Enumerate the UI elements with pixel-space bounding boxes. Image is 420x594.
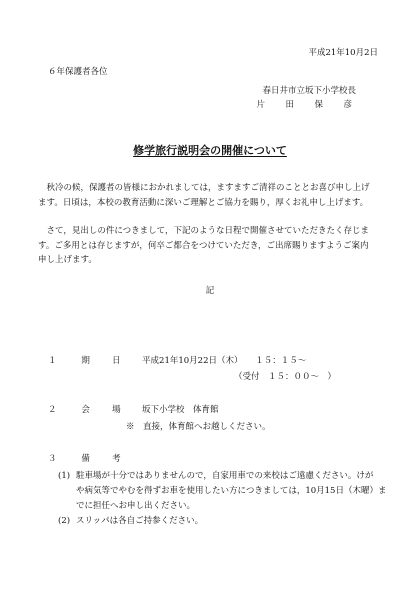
note-text: や病気等でやむを得ずお車を使用したい方につきましては，10月15日（木曜）ま: [76, 486, 387, 496]
note-text: スリッパは各自ご持参ください。: [76, 516, 204, 526]
purpose-paragraph: [38, 224, 383, 268]
note-text: でに担任へお申し出ください。: [76, 501, 196, 511]
reception-time: （受付 １５：００～ ）: [234, 372, 337, 382]
item-number: １: [48, 356, 57, 366]
recipient: ６年保護者各位: [48, 67, 108, 77]
item-label-part: 会: [81, 405, 90, 415]
item-label-part: 期: [81, 356, 90, 366]
paragraph-line: 秋冷の候，保護者の皆様におかれましては，ますますご清祥のこととお喜び申し上げ: [38, 183, 370, 193]
item-number: ３: [48, 454, 57, 464]
item-number: ２: [48, 405, 57, 415]
issue-date: 平成21年10月2日: [308, 48, 378, 58]
greeting-paragraph: [38, 181, 383, 210]
remarks-item: [48, 454, 121, 465]
item-label-part: 備: [81, 454, 90, 464]
note-line: [58, 484, 394, 499]
paragraph-line: 申し上げます。: [38, 255, 97, 265]
paragraph-line: ます。日頃は，本校の教育活動に深いご理解とご協力を賜り，厚くお礼申し上げます。: [38, 197, 369, 208]
sender-name: 片 田 保 彦: [256, 100, 358, 110]
venue-note: ※ 直接，体育館へお越しください。: [126, 422, 271, 432]
note-text: 駐車場が十分ではありませんので，自家用車での来校はご遠慮ください。けが: [76, 471, 374, 481]
note-mark: [58, 499, 76, 514]
ki-heading: 記: [205, 286, 215, 296]
remarks-notes: [58, 469, 394, 529]
date-item: [48, 356, 306, 367]
venue-item: [48, 405, 219, 416]
item-label-part: 考: [112, 454, 121, 464]
paragraph-line: さて，見出しの件につきまして，下記のような日程で開催させていただきたく存じま: [38, 226, 369, 236]
item-label-part: 場: [112, 405, 121, 415]
venue-value: 坂下小学校 体育館: [142, 405, 219, 415]
date-value: 平成21年10月22日（木） １５：１５～: [142, 356, 307, 366]
paragraph-line: す。ご多用とは存じますが，何卒ご都合をつけていただき，ご出席賜りますようご案内: [38, 240, 369, 251]
note-mark: (2): [58, 516, 71, 526]
note-line: [58, 499, 394, 514]
document-title: 修学旅行説明会の開催について: [133, 144, 287, 157]
sender-organization: 春日井市立坂下小学校長: [262, 86, 356, 96]
note-line: [58, 514, 394, 529]
note-line: [58, 469, 394, 484]
note-mark: (1): [58, 471, 71, 481]
item-label-part: 日: [112, 356, 121, 366]
note-mark: [58, 484, 76, 499]
